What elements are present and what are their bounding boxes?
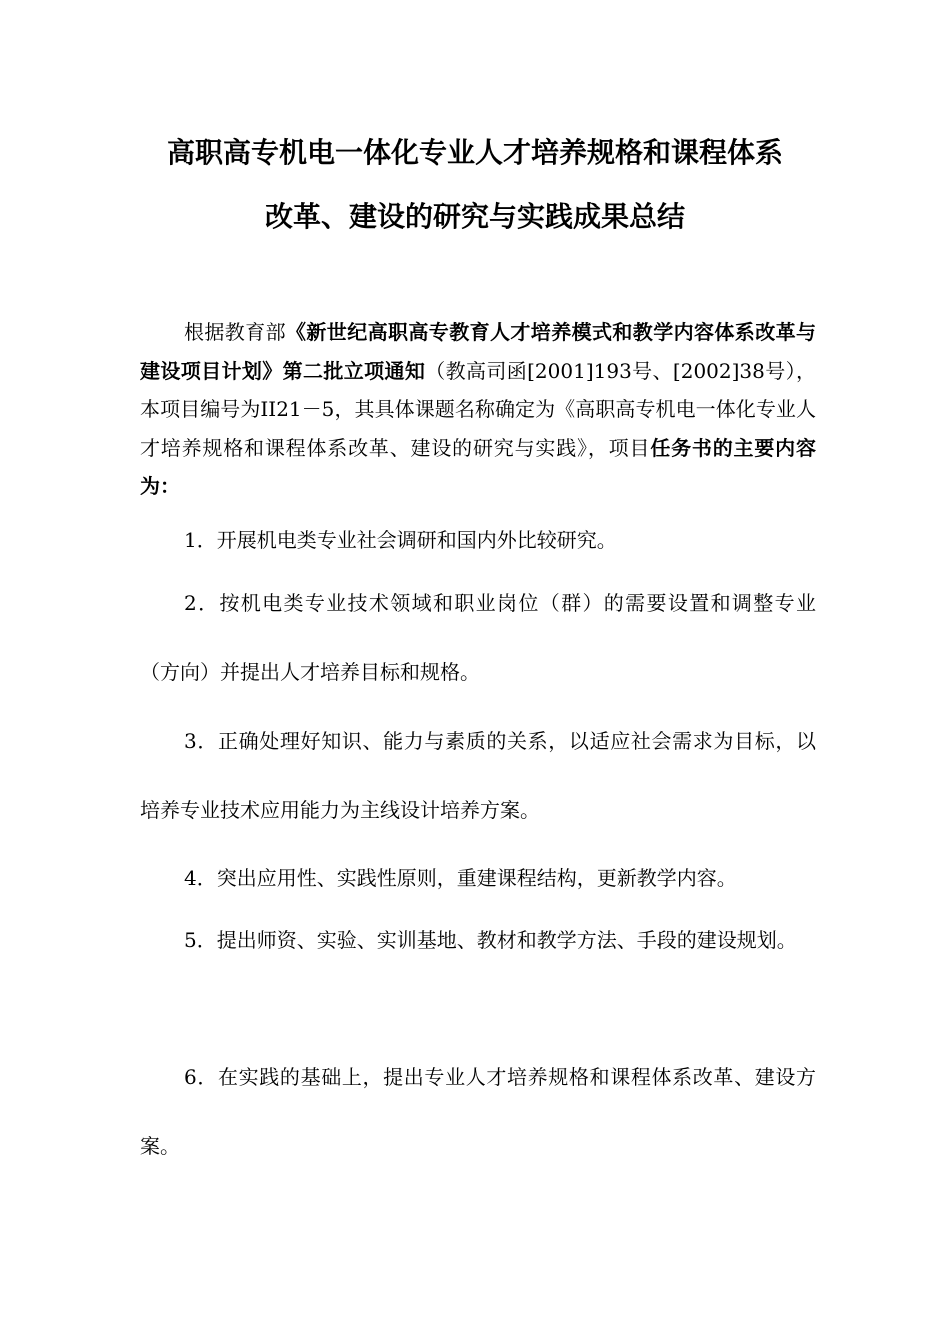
intro-prefix: 根据教育部	[184, 320, 286, 344]
task-item-6: 6．在实践的基础上，提出专业人才培养规格和课程体系改革、建设方案。	[140, 1065, 816, 1158]
task-item-5: 5．提出师资、实验、实训基地、教材和教学方法、手段的建设规划。	[184, 928, 797, 952]
intro-task-heading: 任务书的主要内容为：	[140, 435, 816, 498]
task-item-2: 2．按机电类专业技术领域和职业岗位（群）的需要设置和调整专业（方向）并提出人才培养目标和规格。	[140, 591, 816, 684]
intro-paragraph	[140, 313, 816, 506]
intro-plan-name: 《新世纪高职高专教育人才培养模式和教学内容体系改革与建设项目计划》第二批立项通知	[140, 320, 816, 383]
document-title-line-1: 高职高专机电一体化专业人才培养规格和课程体系	[166, 136, 783, 169]
task-item-1: 1．开展机电类专业社会调研和国内外比较研究。	[184, 528, 617, 552]
task-item-4: 4．突出应用性、实践性原则，重建课程结构，更新教学内容。	[184, 866, 737, 890]
task-item-3: 3．正确处理好知识、能力与素质的关系，以适应社会需求为目标，以培养专业技术应用能力为主线设计培养方案。	[140, 729, 816, 822]
intro-middle: （教高司函[2001]193号、[2002]38号），本项目编号为II21－5，其具体课题名称确定为《高职高专机电一体化专业人才培养规格和课程体系改革、建设的研究与实践》，项目	[140, 358, 816, 460]
document-title-line-2: 改革、建设的研究与实践成果总结	[264, 200, 685, 233]
